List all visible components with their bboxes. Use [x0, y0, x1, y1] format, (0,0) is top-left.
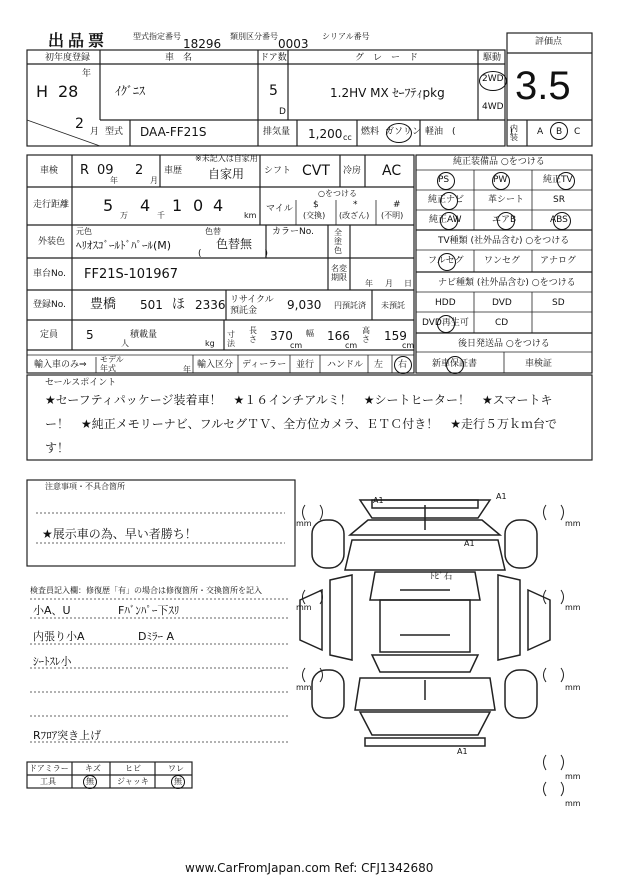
equip-leather: 革シート	[488, 195, 525, 205]
fuel: ガソリン	[385, 127, 422, 137]
year-unit: 年	[82, 69, 92, 79]
legend-jack: ジャッキ	[117, 777, 149, 786]
mileage-digit-2: 4	[140, 196, 151, 215]
notes-line-1: ★展示車の為、早い者勝ち！	[42, 527, 197, 541]
int-b: B	[556, 127, 563, 137]
drive-label: 駆動	[483, 53, 502, 63]
hash-sub: (不明)	[381, 211, 404, 220]
equip-navi: 純正ナビ	[428, 195, 465, 205]
notes-title: 注意事項・不具合箇所	[45, 482, 125, 491]
mileage-km: km	[244, 211, 257, 220]
grade: 1.2HV MX ｾｰﾌﾃｨpkg	[330, 86, 445, 100]
plate-num2: 2336	[195, 298, 226, 312]
legend-col-scratch: キズ	[85, 764, 101, 773]
model: DAA-FF21S	[140, 125, 207, 139]
color-no-label: カラーNo.	[272, 227, 314, 237]
shaken-era: R	[80, 163, 90, 178]
orig-color-label: 元色	[76, 227, 92, 236]
navi-dvd-play-circle	[437, 315, 455, 333]
form-title: 出品票	[48, 31, 109, 50]
class-no-label: 類別区分番号	[230, 32, 278, 41]
drive-4wd: 4WD	[482, 102, 504, 112]
car-name-label: 車 名	[165, 53, 193, 63]
plate-kana: ほ	[172, 297, 186, 312]
color-paren: ( )	[198, 249, 269, 259]
fuel-paren: ( )	[452, 127, 514, 137]
equip-airbag: エアB	[492, 215, 517, 225]
cap-unit: 人	[121, 339, 129, 348]
mileage-unit-1: 万	[120, 211, 128, 220]
dollar: $	[313, 200, 319, 210]
usage-label: 車歴	[164, 166, 183, 176]
disp-label: 排気量	[263, 127, 291, 137]
navi-sd: SD	[552, 298, 565, 308]
mileage-digit-5: 4	[213, 196, 224, 215]
handle-right-circle	[394, 356, 412, 374]
evaluation-score: 3.5	[515, 64, 571, 108]
footer-ref: www.CarFromJapan.com Ref: CFJ1342680	[185, 861, 434, 875]
dollar-sub: (交換)	[303, 211, 326, 220]
mileage-label: 走行距離	[33, 200, 70, 210]
door-label: ドア数	[260, 53, 287, 63]
navi-cd: CD	[495, 318, 509, 328]
handle-left: 左	[374, 360, 384, 370]
shaken-month: 2	[135, 163, 144, 178]
shift: CVT	[302, 163, 330, 179]
len-unit: cm	[290, 341, 303, 350]
diag-a1-hood: A1	[464, 539, 475, 548]
navi-dvd-play: DVD再生可	[422, 318, 469, 328]
equip-pw: PW	[493, 175, 508, 185]
int-c: C	[574, 127, 581, 137]
width: 166	[327, 329, 350, 343]
equip-aw-circle	[440, 212, 458, 230]
shaken-year: 09	[97, 163, 114, 178]
hist-1: 小A、U	[33, 604, 71, 617]
plate-num: 501	[140, 298, 163, 312]
equip-aw: 純正AW	[429, 215, 462, 225]
usage-note: ※未記入は自家用	[195, 154, 258, 163]
mileage-digit-1: 5	[103, 196, 114, 215]
docs-warranty-circle	[446, 356, 464, 374]
equip-abs-circle	[553, 212, 571, 230]
sales-label: セールスポイント	[45, 378, 117, 388]
load-label: 積載量	[130, 330, 158, 340]
docs-title: 後日発送品 ○をつける	[458, 339, 550, 349]
legend-jack-value: 無	[174, 777, 182, 786]
legend-col-mirror: ドアミラー	[29, 764, 69, 773]
fuel-label: 燃料	[361, 127, 380, 137]
tv-title: TV種類 (社外品含む) ○をつける	[438, 236, 570, 246]
tv-oneseg: ワンセグ	[484, 256, 521, 266]
equip-title: 純正装備品 ○をつける	[453, 157, 545, 167]
capacity: 5	[86, 328, 94, 342]
tv-fullseg-circle	[438, 253, 456, 271]
navi-title: ナビ種類 (社外品含む) ○をつける	[438, 278, 576, 288]
mileage-digit-3: 1	[172, 196, 183, 215]
type-no-label: 型式指定番号	[133, 32, 181, 41]
w-label: 幅	[306, 329, 314, 338]
name-change-label: 名変期限	[331, 264, 347, 282]
usage: 自家用	[208, 167, 245, 181]
doors: 5	[269, 83, 278, 99]
handle-label: ハンドル	[327, 360, 364, 370]
star: *	[353, 200, 358, 210]
car-name: ｲｸﾞﾆｽ	[115, 84, 146, 98]
grade-label: グ レ ー ド	[355, 53, 419, 63]
sales-line-3: す！	[45, 441, 70, 455]
mile: マイル	[266, 204, 293, 214]
serial-label: シリアル番号	[322, 32, 370, 41]
tv-fullseg: フルセグ	[428, 256, 464, 266]
import-year: 年	[183, 365, 191, 374]
import-label: 輸入車のみ⇒	[34, 360, 87, 370]
equip-sr: SR	[553, 195, 565, 205]
car-diagram-lines	[300, 500, 550, 746]
navi-dvd: DVD	[492, 298, 512, 308]
legend-jack-circle	[171, 775, 185, 789]
w-unit: cm	[345, 341, 358, 350]
orig-color: ﾍﾘｵｽｺﾞｰﾙﾄﾞﾊﾟｰﾙ(M)	[76, 239, 172, 252]
type-no: 18296	[183, 37, 222, 51]
diag-a1-front-left: A1	[373, 496, 384, 505]
color-change-label: 色替	[205, 227, 221, 236]
docs-warranty: 新車保証書	[432, 359, 478, 369]
reg-month: 2	[75, 116, 84, 132]
cool-label: 冷房	[343, 166, 362, 176]
cool: AC	[382, 163, 402, 179]
mileage-digit-4: 0	[193, 196, 204, 215]
nc-month: 月	[385, 279, 393, 288]
legend-tool: 工具	[40, 777, 56, 786]
cap-label: 定員	[40, 330, 59, 340]
navi-hdd: HDD	[435, 298, 456, 308]
nc-year: 年	[365, 279, 373, 288]
mm-rr: mm	[565, 683, 581, 692]
hist-2: Fﾊﾞﾝﾊﾟｰ下ｽﾘ	[118, 604, 180, 617]
equip-navi-circle	[440, 192, 458, 210]
first-reg-label: 初年度登録	[45, 53, 91, 63]
recycle-label: リサイクル預託金	[230, 295, 274, 316]
mm-fr: mm	[565, 519, 581, 528]
tv-analog: アナログ	[540, 256, 577, 266]
reg-year: 28	[58, 82, 79, 101]
chassis-no: FF21S-101967	[84, 267, 179, 282]
grade-box-label: 評価点	[535, 37, 563, 47]
sales-line-1: ★セーフティパッケージ装着車！ ★１６インチアルミ！ ★シートヒーター！ ★スマートキ	[45, 393, 553, 407]
equip-abs: ABS	[550, 215, 568, 225]
repaint-label: 全塗色	[334, 228, 342, 255]
mm-ml: mm	[296, 603, 312, 612]
displacement: 1,200	[308, 127, 343, 141]
height: 159	[384, 329, 407, 343]
diag-a1-rear: A1	[457, 747, 468, 756]
size-label: 寸法	[227, 330, 235, 348]
mm-rl: mm	[296, 683, 312, 692]
shaken-year-unit: 年	[110, 176, 118, 185]
color-change: 色替無	[216, 237, 253, 251]
import-cat-label: 輸入区分	[197, 360, 234, 370]
h-unit: cm	[402, 341, 415, 350]
chassis-label: 車台No.	[33, 269, 66, 279]
era: H	[36, 82, 49, 101]
parallel: 並行	[296, 360, 315, 370]
equip-ps: PS	[438, 175, 450, 185]
model-label: 型式	[105, 127, 124, 137]
shaken-label: 車検	[40, 166, 59, 176]
equip-pw-circle	[492, 172, 510, 190]
plate-label: 登録No.	[33, 300, 66, 310]
recycle-unpaid: 未預託	[381, 301, 405, 310]
drive-2wd: 2WD	[482, 74, 504, 84]
mm-mr: mm	[565, 603, 581, 612]
model-year-label: モデル年式	[100, 355, 124, 373]
h-label: 高さ	[362, 326, 370, 344]
equip-airbag-circle	[497, 212, 515, 230]
class-no: 0003	[278, 37, 309, 51]
recycle: 9,030	[287, 298, 322, 312]
drive-2wd-circle	[479, 71, 507, 91]
legend-col-break: ワレ	[168, 764, 184, 773]
length: 370	[270, 329, 293, 343]
month-unit: 月	[90, 127, 100, 137]
nc-day: 日	[404, 279, 412, 288]
dealer: ディーラー	[242, 360, 287, 370]
hist-4: Dﾐﾗｰ A	[138, 630, 174, 643]
equip-tv: 純正TV	[543, 175, 573, 185]
disp-unit: cc	[343, 133, 352, 142]
sales-line-2: ー！ ★純正メモリーナビ、フルセグＴＶ、全方位カメラ、ＥＴＣ付き！ ★走行５万ｋｍ台で	[45, 417, 557, 431]
legend-col-crack: ヒビ	[125, 764, 141, 773]
light-oil: 軽油	[425, 127, 444, 137]
handle-right: 右	[398, 360, 408, 370]
diag-chip: ﾄﾋﾞ石	[430, 572, 453, 582]
shift-label: シフト	[264, 166, 292, 176]
color-label: 外装色	[38, 237, 66, 247]
legend-tool-value: 無	[86, 777, 94, 786]
door-type: D	[279, 107, 286, 117]
hist-3: 内張り小A	[33, 630, 85, 643]
len-label: 長さ	[249, 326, 257, 344]
equip-tv-circle	[557, 172, 575, 190]
mm-fl: mm	[296, 519, 312, 528]
legend-tool-circle	[83, 775, 97, 789]
mileage-circle-note: ○をつける	[318, 189, 357, 198]
inspector-label: 検査員記入欄：修復歴「有」の場合は修復箇所・交換箇所を記入	[30, 586, 262, 595]
diag-a1-front-right: A1	[496, 492, 507, 501]
plate-city: 豊橋	[90, 297, 117, 312]
shaken-month-unit: 月	[150, 176, 158, 185]
star-sub: (改ざん)	[339, 211, 370, 220]
mm-extra: mm	[565, 799, 581, 808]
int-b-circle	[550, 122, 568, 140]
mm-spare: mm	[565, 772, 581, 781]
docs-shakensho: 車検証	[525, 359, 553, 369]
recycle-unit: 円預託済	[334, 301, 366, 310]
hist-6: Rﾌﾛｱ突き上げ	[33, 729, 102, 742]
int-a: A	[537, 127, 544, 137]
hash: #	[393, 200, 401, 210]
interior-label: 内装	[510, 124, 518, 142]
mileage-unit-2: 千	[157, 211, 165, 220]
load-unit: kg	[205, 339, 215, 348]
hist-5: ｼｰﾄｽﾚ小	[33, 655, 72, 668]
fuel-circle	[386, 123, 412, 143]
equip-ps-circle	[437, 172, 455, 190]
